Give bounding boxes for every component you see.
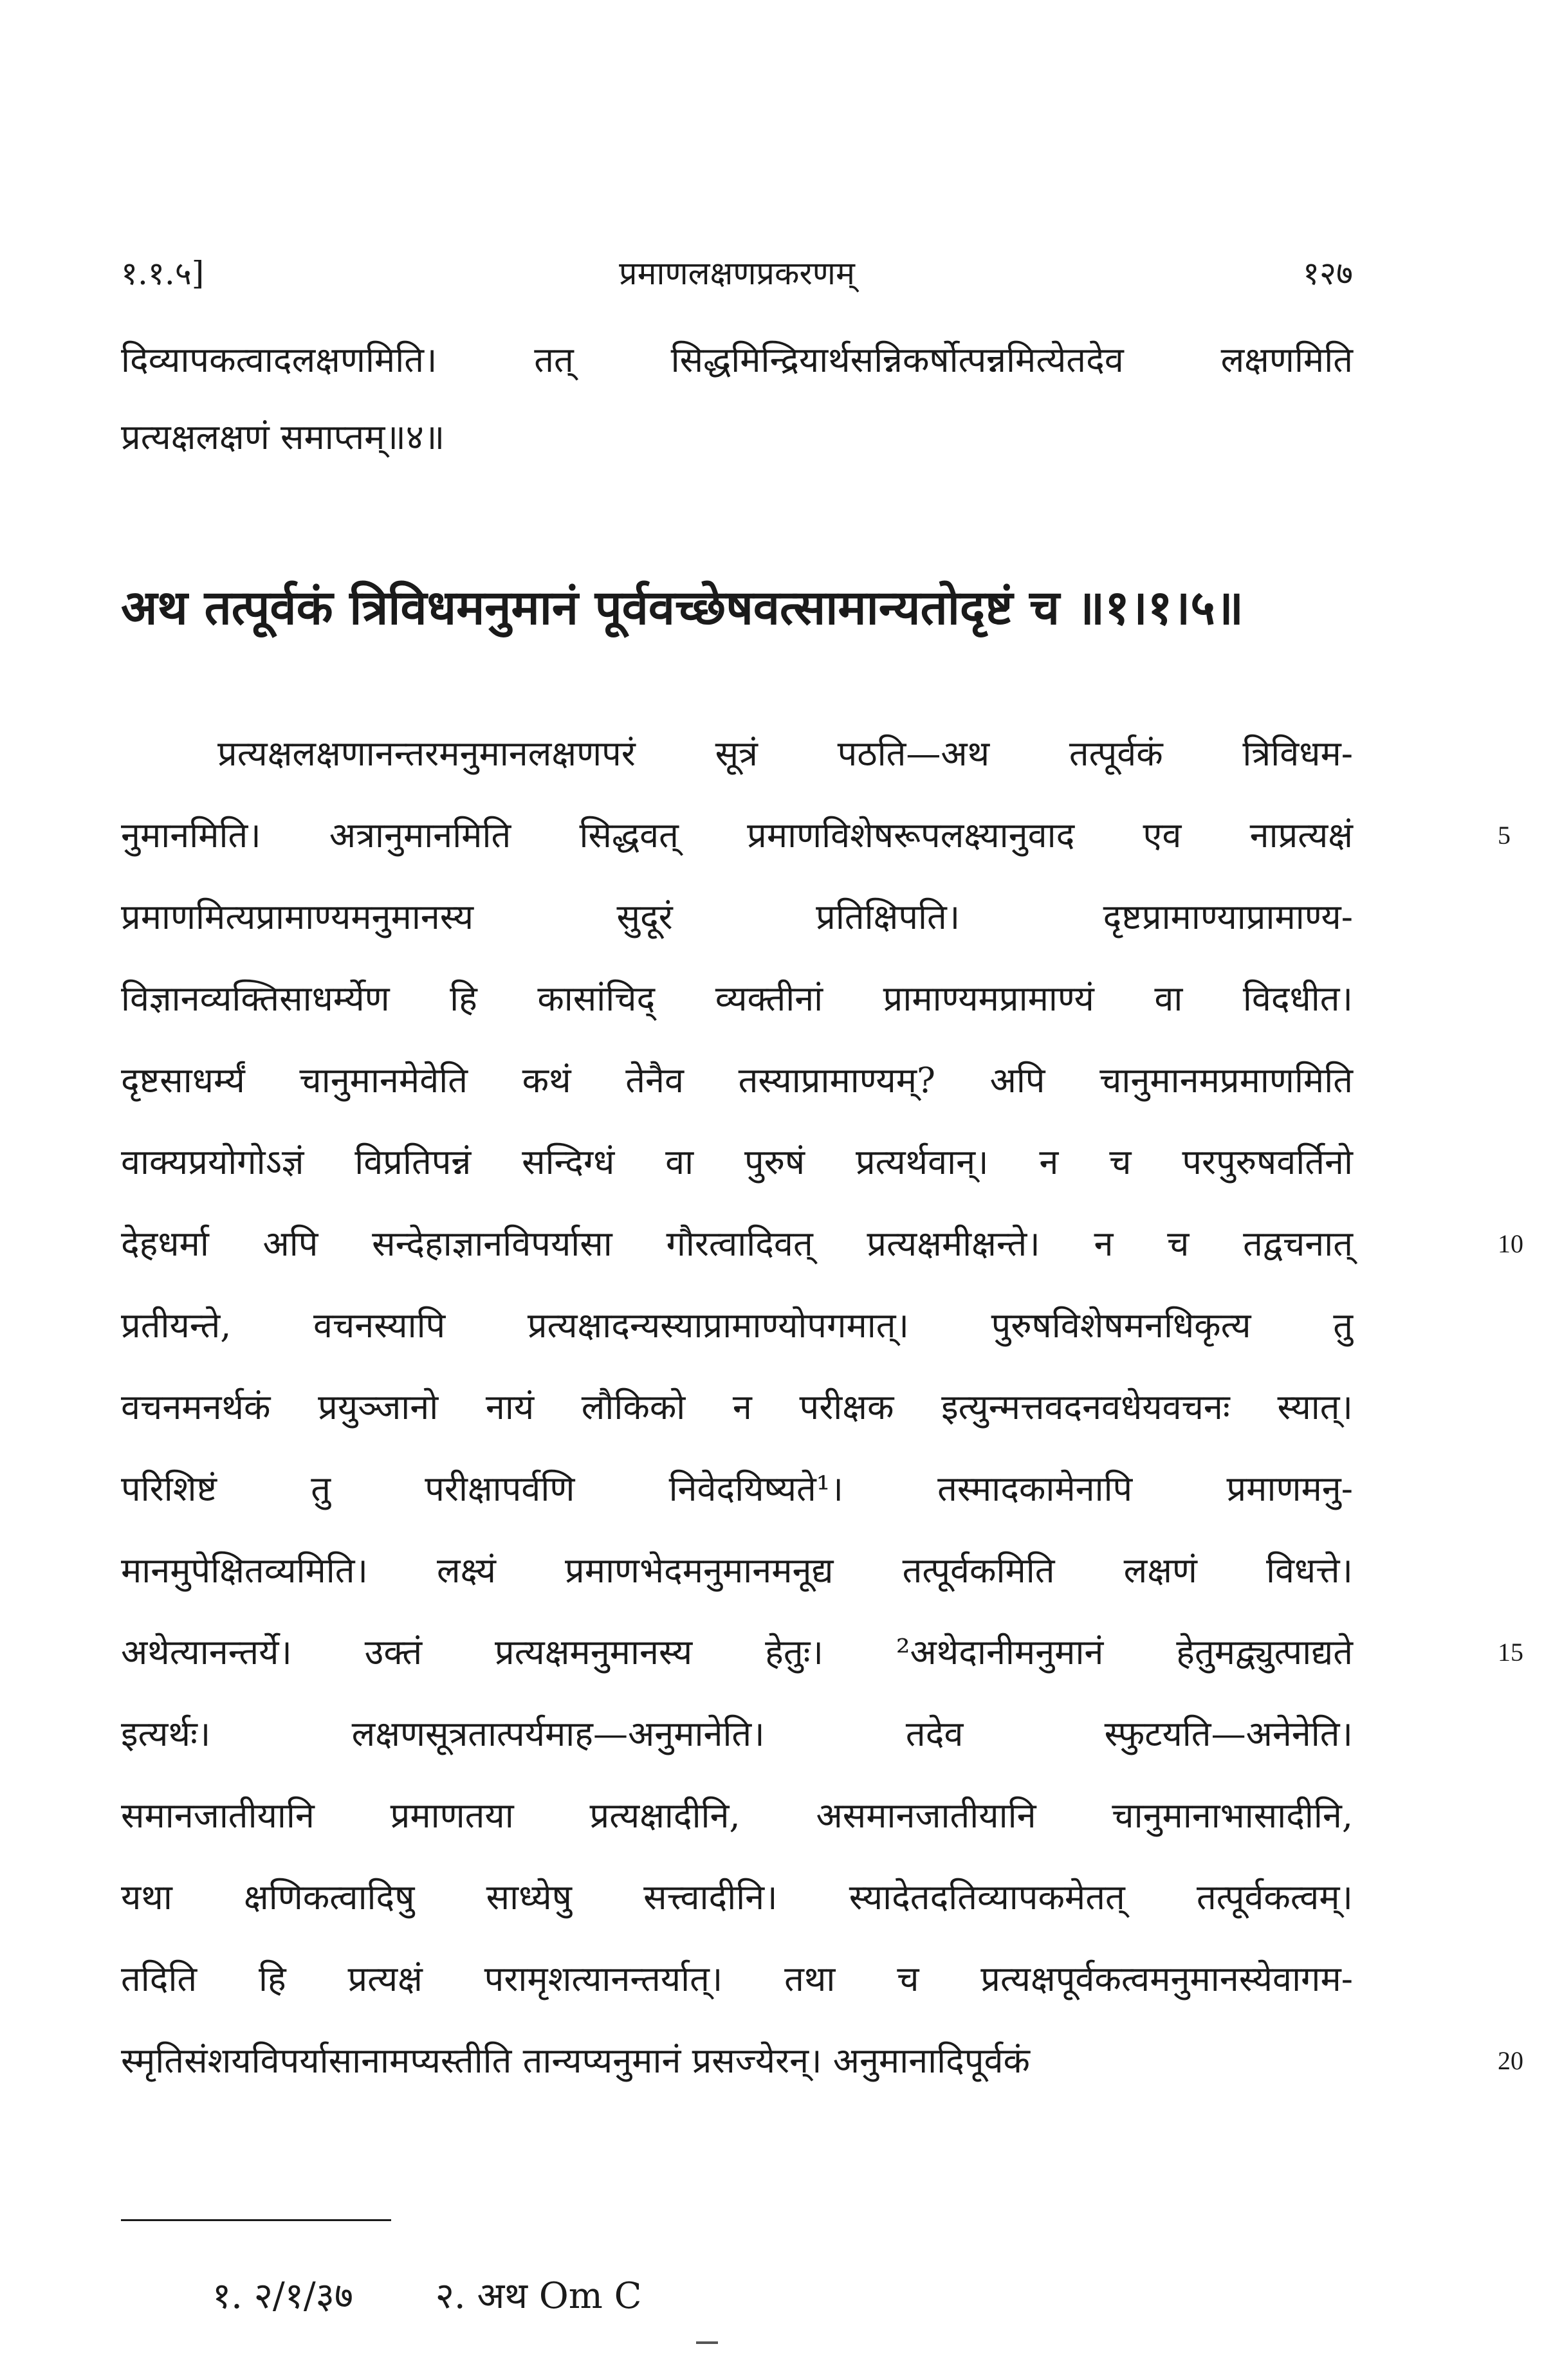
chapter-title: प्रमाणलक्षणप्रकरणम् (619, 255, 855, 292)
commentary-line: देहधर्मा अपि सन्देहाज्ञानविपर्यासा गौरत्वादिवत् प्रत्यक्षमीक्षन्ते। न च तद्वचनात् 10 (121, 1203, 1353, 1285)
line-number: 10 (1498, 1229, 1523, 1258)
commentary-line: वचनमनर्थकं प्रयुञ्जानो नायं लौकिको न परीक्षक इत्युन्मत्तवदनवधेयवचनः स्यात्। (121, 1387, 1353, 1427)
line-number: 15 (1498, 1638, 1523, 1667)
commentary-line: प्रतीयन्ते, वचनस्यापि प्रत्यक्षादन्यस्याप्रामाण्योपगमात्। पुरुषविशेषमनधिकृत्य तु (121, 1305, 1353, 1346)
footnotes (212, 2264, 713, 2329)
line-number: 20 (1498, 2046, 1523, 2075)
intro-line: प्रत्यक्षलक्षणं समाप्तम्॥४॥ (121, 417, 445, 457)
commentary-line: मानमुपेक्षितव्यमिति। लक्ष्यं प्रमाणभेदमनुमानमनूद्य तत्पूर्वकमिति लक्षणं विधत्ते। (121, 1550, 1353, 1591)
intro-line: दिव्यापकत्वादलक्षणमिति। तत् सिद्धमिन्द्रियार्थसन्निकर्षोत्पन्नमित्येतदेव लक्षणमिति (121, 340, 1353, 380)
section-reference: १.१.५] (121, 255, 205, 292)
sutra-heading: अथ तत्पूर्वकं त्रिविधमनुमानं पूर्ववच्छेषवत्सामान्यतोदृष्टं च ॥१।१।५॥ (121, 580, 1244, 636)
footnote-1: १. २/१/३७ (212, 2275, 353, 2317)
commentary-body (121, 713, 1523, 2101)
footnote-divider (121, 2219, 391, 2221)
footnote-2: २. अथ Om C (435, 2275, 642, 2317)
commentary-line: प्रमाणमित्यप्रामाण्यमनुमानस्य सुदूरं प्रतिक्षिपति। दृष्टप्रामाण्याप्रामाण्य- (121, 897, 1353, 937)
commentary-line: इत्यर्थः। लक्षणसूत्रतात्पर्यमाह—अनुमानेति। तदेव स्फुटयति—अनेनेति। (121, 1714, 1353, 1754)
page-bottom-mark (696, 2341, 718, 2344)
commentary-line: परिशिष्टं तु परीक्षापर्वणि निवेदयिष्यते¹। तस्मादकामेनापि प्रमाणमनु- (121, 1469, 1353, 1509)
line-number: 5 (1498, 821, 1511, 850)
commentary-line: अथेत्यानन्तर्ये। उक्तं प्रत्यक्षमनुमानस्य हेतुः। ²अथेदानीमनुमानं हेतुमद्व्युत्पाद्यते 15 (121, 1611, 1353, 1693)
commentary-line: विज्ञानव्यक्तिसाधर्म्येण हि कासांचिद् व्यक्तीनां प्रामाण्यमप्रामाण्यं वा विदधीत। (121, 978, 1353, 1019)
commentary-line: समानजातीयानि प्रमाणतया प्रत्यक्षादीनि, असमानजातीयानि चानुमानाभासादीनि, (121, 1795, 1353, 1836)
commentary-line: नुमानमिति। अत्रानुमानमिति सिद्धवत् प्रमाणविशेषरूपलक्ष्यानुवाद एव नाप्रत्यक्षं 5 (121, 794, 1353, 876)
commentary-line: यथा क्षणिकत्वादिषु साध्येषु सत्त्वादीनि। स्यादेतदतिव्यापकमेतत् तत्पूर्वकत्वम्। (121, 1877, 1353, 1918)
commentary-line: दृष्टसाधर्म्यं चानुमानमेवेति कथं तेनैव तस्याप्रामाण्यम्? अपि चानुमानमप्रमाणमिति (121, 1060, 1353, 1101)
commentary-line: वाक्यप्रयोगोऽज्ञं विप्रतिपन्नं सन्दिग्धं वा पुरुषं प्रत्यर्थवान्। न च परपुरुषवर्तिनो (121, 1142, 1353, 1182)
running-header (121, 251, 1353, 296)
commentary-line: प्रत्यक्षलक्षणानन्तरमनुमानलक्षणपरं सूत्रं पठति—अथ तत्पूर्वकं त्रिविधम- (217, 733, 1353, 774)
intro-paragraph (121, 322, 1353, 476)
commentary-line: तदिति हि प्रत्यक्षं परामृशत्यानन्तर्यात्। तथा च प्रत्यक्षपूर्वकत्वमनुमानस्येवागम- (121, 1959, 1353, 1999)
commentary-line: स्मृतिसंशयविपर्यासानामप्यस्तीति तान्यप्यनुमानं प्रसज्येरन्। अनुमानादिपूर्वकं 20 (121, 2020, 1353, 2101)
page-number: १२७ (1303, 255, 1353, 292)
